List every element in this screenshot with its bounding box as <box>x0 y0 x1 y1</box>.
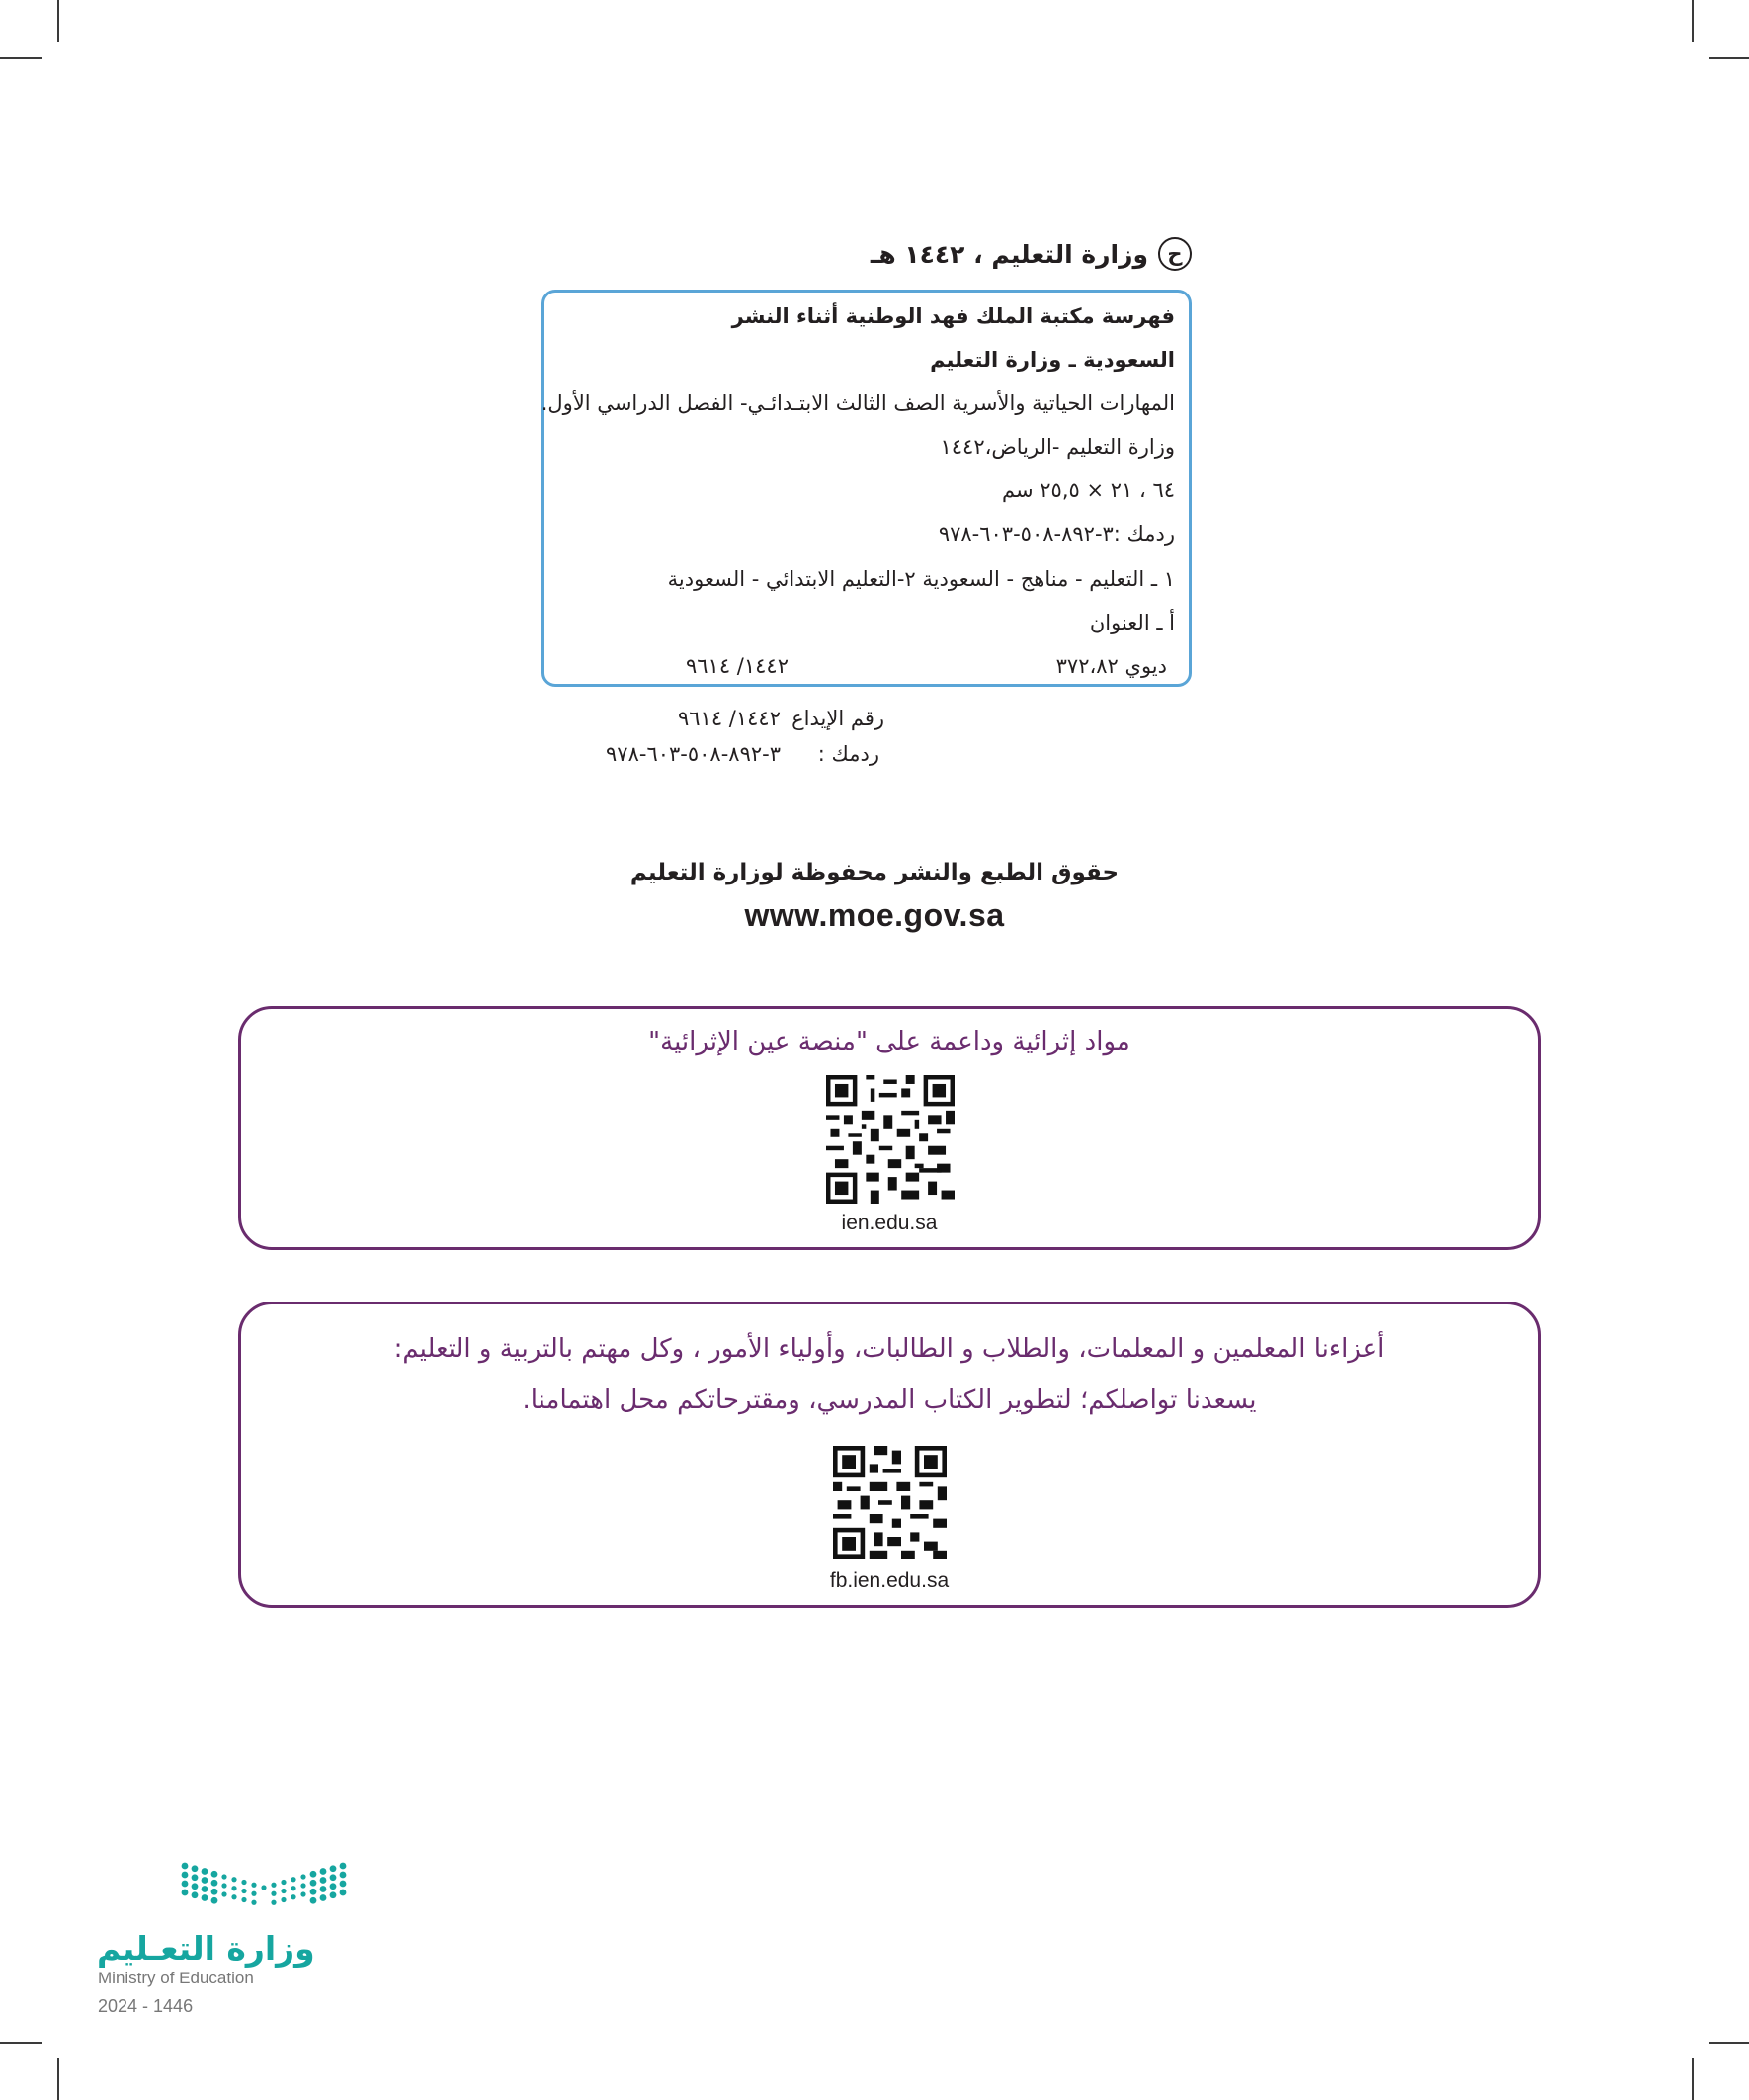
cip-dewey: ديوي ٣٧٢،٨٢ <box>1055 654 1167 678</box>
feedback-line-2: يسعدنا تواصلكم؛ لتطوير الكتاب المدرسي، ومقترحاتكم محل اهتمامنا. <box>522 1386 1257 1415</box>
isbn-label: ردمك : <box>817 742 879 766</box>
crop-mark <box>1709 57 1749 59</box>
qr-code-icon[interactable] <box>833 1446 947 1559</box>
cip-deposit: ١٤٤٢/ ٩٦١٤ <box>685 654 789 678</box>
cip-title-entry: أ ـ العنوان <box>1089 611 1175 634</box>
cip-imprint: وزارة التعليم -الرياض،١٤٤٢ <box>940 435 1175 459</box>
copyright-text: وزارة التعليم ، ١٤٤٢ هـ <box>870 239 1148 269</box>
logo-english-text: Ministry of Education <box>98 1969 254 1987</box>
deposit-label: رقم الإيداع <box>791 707 884 730</box>
ien-text: مواد إثرائية وداعمة على "منصة عين الإثرائية" <box>648 1027 1130 1056</box>
cip-publisher: السعودية ـ وزارة التعليم <box>930 348 1175 372</box>
cip-dimensions: ٦٤ ، ٢١ × ٢٥,٥ سم <box>1002 478 1175 502</box>
deposit-number: ١٤٤٢/ ٩٦١٤ <box>677 707 781 730</box>
copyright-symbol: ح <box>1158 237 1192 271</box>
cip-subjects: ١ ـ التعليم - مناهج - السعودية ٢-التعليم الابتدائي - السعودية <box>667 567 1175 591</box>
crop-mark <box>0 2042 42 2044</box>
crop-mark <box>57 0 59 42</box>
feedback-box <box>238 1302 1541 1608</box>
isbn-number: ٣-٨٩٢-٥٠٨-٦٠٣-٩٧٨ <box>606 742 781 766</box>
rights-statement: حقوق الطبع والنشر محفوظة لوزارة التعليم <box>629 860 1120 885</box>
cip-book: المهارات الحياتية والأسرية الصف الثالث الابتـدائـي- الفصل الدراسي الأول. <box>541 391 1175 415</box>
logo-year: 2024 - 1446 <box>98 1996 194 2016</box>
website-link[interactable]: www.moe.gov.sa <box>744 897 1005 933</box>
crop-mark <box>57 2058 59 2100</box>
crop-mark <box>1692 2058 1694 2100</box>
ien-box <box>238 1006 1541 1250</box>
cip-box <box>541 290 1192 687</box>
ien-url[interactable]: ien.edu.sa <box>841 1212 938 1234</box>
crop-mark <box>1692 0 1694 42</box>
logo-arabic-text: وزارة التعـليم <box>97 1929 315 1968</box>
qr-code-icon[interactable] <box>826 1075 955 1204</box>
feedback-url[interactable]: fb.ien.edu.sa <box>829 1569 950 1592</box>
copyright-line <box>599 237 1192 271</box>
cip-isbn: ردمك :٣-٨٩٢-٥٠٨-٦٠٣-٩٧٨ <box>938 522 1175 546</box>
cip-title: فهرسة مكتبة الملك فهد الوطنية أثناء النشر <box>731 304 1175 328</box>
feedback-line-1: أعزاءنا المعلمين و المعلمات، والطلاب و الطالبات، وأولياء الأمور ، وكل مهتم بالتربية و التعليم: <box>393 1334 1385 1364</box>
crop-mark <box>1709 2042 1749 2044</box>
crop-mark <box>0 57 42 59</box>
ministry-logo-icon <box>180 1860 353 1917</box>
